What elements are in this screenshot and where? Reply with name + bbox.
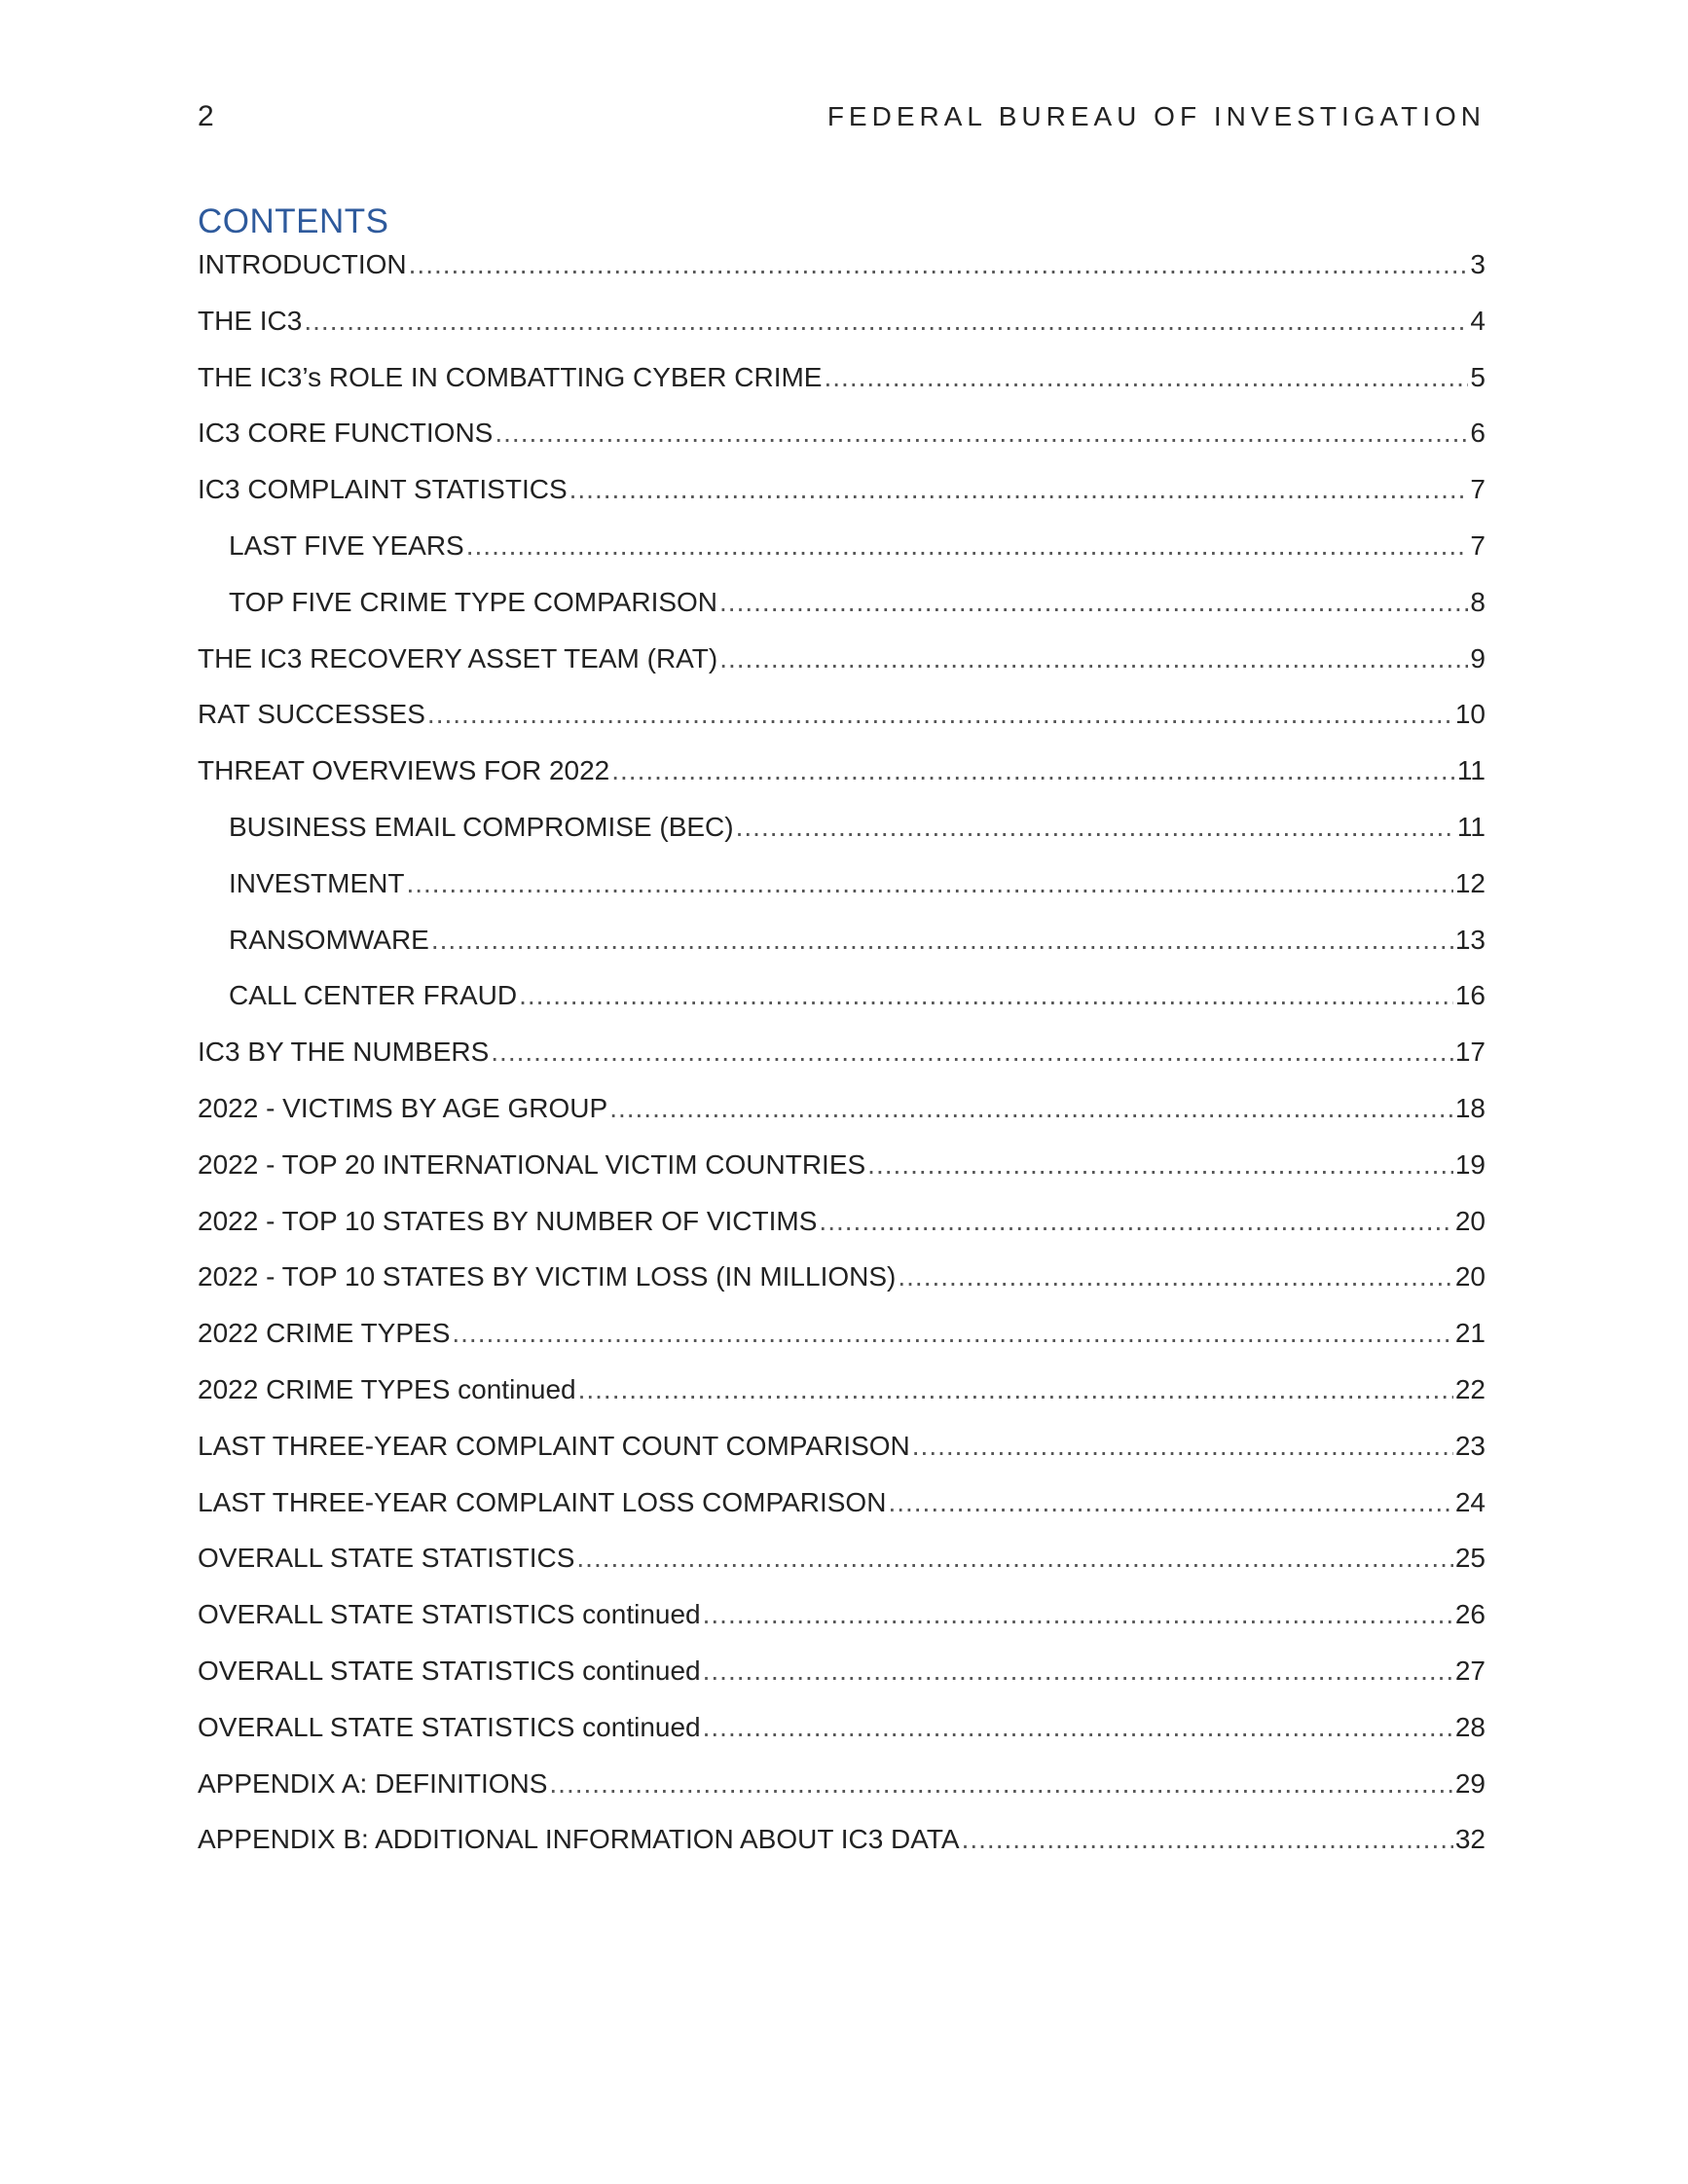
toc-dot-leader xyxy=(867,1146,1453,1184)
toc-dot-leader xyxy=(304,302,1468,341)
toc-entry-title: OVERALL STATE STATISTICS continued xyxy=(198,1711,701,1742)
toc-entry[interactable] xyxy=(198,1033,1486,1089)
toc-entry[interactable] xyxy=(198,1257,1486,1314)
toc-entry-page: 20 xyxy=(1454,1205,1486,1236)
toc-entry-page: 10 xyxy=(1454,699,1486,730)
toc-entry-title: LAST THREE-YEAR COMPLAINT LOSS COMPARISON xyxy=(198,1486,887,1517)
toc-subentry[interactable] xyxy=(198,583,1486,639)
toc-dot-leader xyxy=(703,1652,1453,1691)
toc-entry-title: THE IC3’s ROLE IN COMBATTING CYBER CRIME xyxy=(198,361,823,392)
toc-entry[interactable] xyxy=(198,1539,1486,1595)
toc-subentry[interactable] xyxy=(198,921,1486,977)
toc-entry-page: 26 xyxy=(1454,1599,1486,1630)
toc-entry[interactable] xyxy=(198,470,1486,527)
toc-subentry[interactable] xyxy=(198,527,1486,583)
toc-entry[interactable] xyxy=(198,1314,1486,1370)
toc-entry-title: 2022 CRIME TYPES xyxy=(198,1318,451,1349)
toc-dot-leader xyxy=(898,1257,1452,1296)
toc-dot-leader xyxy=(569,470,1469,509)
toc-entry-page: 23 xyxy=(1454,1430,1486,1461)
toc-dot-leader xyxy=(824,358,1468,397)
contents-title: CONTENTS xyxy=(198,202,389,240)
toc-subentry[interactable] xyxy=(198,976,1486,1033)
toc-entry[interactable] xyxy=(198,1146,1486,1202)
toc-entry-title: LAST FIVE YEARS xyxy=(229,529,464,561)
toc-dot-leader xyxy=(466,527,1469,565)
toc-entry[interactable] xyxy=(198,639,1486,696)
toc-subentry[interactable] xyxy=(198,808,1486,864)
toc-subentry[interactable] xyxy=(198,864,1486,921)
toc-entry[interactable] xyxy=(198,1202,1486,1258)
toc-dot-leader xyxy=(495,414,1468,453)
toc-entry-page: 12 xyxy=(1454,867,1486,898)
toc-dot-leader xyxy=(819,1202,1452,1241)
toc-entry-page: 16 xyxy=(1454,980,1486,1011)
toc-entry[interactable] xyxy=(198,751,1486,808)
toc-entry[interactable] xyxy=(198,1595,1486,1652)
toc-entry-page: 27 xyxy=(1454,1655,1486,1686)
toc-entry-page: 20 xyxy=(1454,1261,1486,1292)
toc-entry[interactable] xyxy=(198,1089,1486,1146)
toc-entry-page: 7 xyxy=(1470,529,1486,561)
toc-entry-title: 2022 - TOP 10 STATES BY NUMBER OF VICTIMS xyxy=(198,1205,818,1236)
toc-entry-page: 4 xyxy=(1470,305,1486,336)
toc-entry-title: THE IC3 xyxy=(198,305,303,336)
toc-entry-title: IC3 CORE FUNCTIONS xyxy=(198,418,494,449)
toc-entry[interactable] xyxy=(198,1483,1486,1540)
toc-entry[interactable] xyxy=(198,302,1486,358)
toc-dot-leader xyxy=(888,1483,1452,1522)
page-number: 2 xyxy=(198,100,214,132)
toc-dot-leader xyxy=(427,695,1453,734)
toc-entry-title: LAST THREE-YEAR COMPLAINT COUNT COMPARISON xyxy=(198,1430,910,1461)
toc-dot-leader xyxy=(703,1595,1453,1634)
toc-dot-leader xyxy=(452,1314,1452,1353)
toc-entry-page: 19 xyxy=(1454,1148,1486,1180)
toc-entry-title: CALL CENTER FRAUD xyxy=(229,980,518,1011)
toc-entry-page: 32 xyxy=(1454,1824,1486,1855)
toc-dot-leader xyxy=(703,1708,1453,1747)
toc-dot-leader xyxy=(519,976,1453,1015)
toc-entry[interactable] xyxy=(198,1820,1486,1876)
toc-entry-page: 18 xyxy=(1454,1092,1486,1123)
toc-entry-title: TOP FIVE CRIME TYPE COMPARISON xyxy=(229,586,718,617)
toc-entry[interactable] xyxy=(198,1370,1486,1427)
toc-dot-leader xyxy=(611,751,1455,790)
toc-entry-title: THE IC3 RECOVERY ASSET TEAM (RAT) xyxy=(198,642,718,673)
toc-entry-title: RAT SUCCESSES xyxy=(198,699,425,730)
toc-dot-leader xyxy=(912,1427,1453,1466)
toc-entry-page: 6 xyxy=(1470,418,1486,449)
toc-entry-title: OVERALL STATE STATISTICS xyxy=(198,1543,575,1574)
toc-entry-page: 8 xyxy=(1470,586,1486,617)
toc-entry-page: 13 xyxy=(1454,924,1486,955)
toc-entry[interactable] xyxy=(198,358,1486,415)
toc-dot-leader xyxy=(576,1539,1452,1578)
toc-entry-title: BUSINESS EMAIL COMPROMISE (BEC) xyxy=(229,811,734,842)
toc-entry-title: 2022 - VICTIMS BY AGE GROUP xyxy=(198,1092,608,1123)
toc-entry-page: 7 xyxy=(1470,474,1486,505)
toc-entry-page: 17 xyxy=(1454,1037,1486,1068)
toc-entry-title: INTRODUCTION xyxy=(198,249,407,279)
toc-entry[interactable] xyxy=(198,1708,1486,1765)
toc-dot-leader xyxy=(409,245,1469,284)
toc-entry[interactable] xyxy=(198,1765,1486,1821)
toc-entry-title: OVERALL STATE STATISTICS continued xyxy=(198,1655,701,1686)
toc-entry-page: 11 xyxy=(1456,811,1486,842)
toc-entry-page: 9 xyxy=(1470,642,1486,673)
toc-entry-title: INVESTMENT xyxy=(229,867,405,898)
toc-dot-leader xyxy=(736,808,1455,847)
toc-entry-title: APPENDIX A: DEFINITIONS xyxy=(198,1767,548,1799)
toc-entry[interactable] xyxy=(198,695,1486,751)
toc-entry[interactable] xyxy=(198,414,1486,470)
toc-entry-page: 5 xyxy=(1470,361,1486,392)
toc-entry-page: 25 xyxy=(1454,1543,1486,1574)
toc-entry[interactable] xyxy=(198,1427,1486,1483)
toc-dot-leader xyxy=(609,1089,1453,1128)
toc-dot-leader xyxy=(719,639,1468,678)
toc-entry-title: 2022 - TOP 20 INTERNATIONAL VICTIM COUNTRIES xyxy=(198,1148,866,1180)
toc-entry-page: 22 xyxy=(1454,1373,1486,1404)
toc-entry-title: APPENDIX B: ADDITIONAL INFORMATION ABOUT IC3 DATA xyxy=(198,1824,960,1855)
toc-dot-leader xyxy=(549,1765,1452,1803)
toc-dot-leader xyxy=(578,1370,1453,1409)
toc-entry[interactable] xyxy=(198,245,1486,302)
running-header: FEDERAL BUREAU OF INVESTIGATION xyxy=(826,101,1486,131)
toc-entry-title: 2022 CRIME TYPES continued xyxy=(198,1373,576,1404)
toc-entry-page: 24 xyxy=(1454,1486,1486,1517)
toc-dot-leader xyxy=(431,921,1453,960)
toc-dot-leader xyxy=(962,1820,1453,1859)
toc-entry-title: IC3 COMPLAINT STATISTICS xyxy=(198,474,568,505)
toc-entry-page: 28 xyxy=(1454,1711,1486,1742)
toc-entry-page: 11 xyxy=(1456,755,1486,786)
toc-entry-title: 2022 - TOP 10 STATES BY VICTIM LOSS (IN MILLIONS) xyxy=(198,1261,897,1292)
toc-entry-title: RANSOMWARE xyxy=(229,924,429,955)
toc-entry-title: OVERALL STATE STATISTICS continued xyxy=(198,1599,701,1630)
toc-entry-page: 29 xyxy=(1454,1767,1486,1799)
toc-entry[interactable] xyxy=(198,1652,1486,1708)
toc-entry-title: IC3 BY THE NUMBERS xyxy=(198,1037,490,1068)
toc-entry-page: 3 xyxy=(1470,249,1486,279)
toc-dot-leader xyxy=(719,583,1468,622)
toc-dot-leader xyxy=(406,864,1452,903)
toc-dot-leader xyxy=(491,1033,1453,1072)
table-of-contents xyxy=(198,245,1486,1876)
toc-entry-title: THREAT OVERVIEWS FOR 2022 xyxy=(198,755,610,786)
toc-entry-page: 21 xyxy=(1454,1318,1486,1349)
